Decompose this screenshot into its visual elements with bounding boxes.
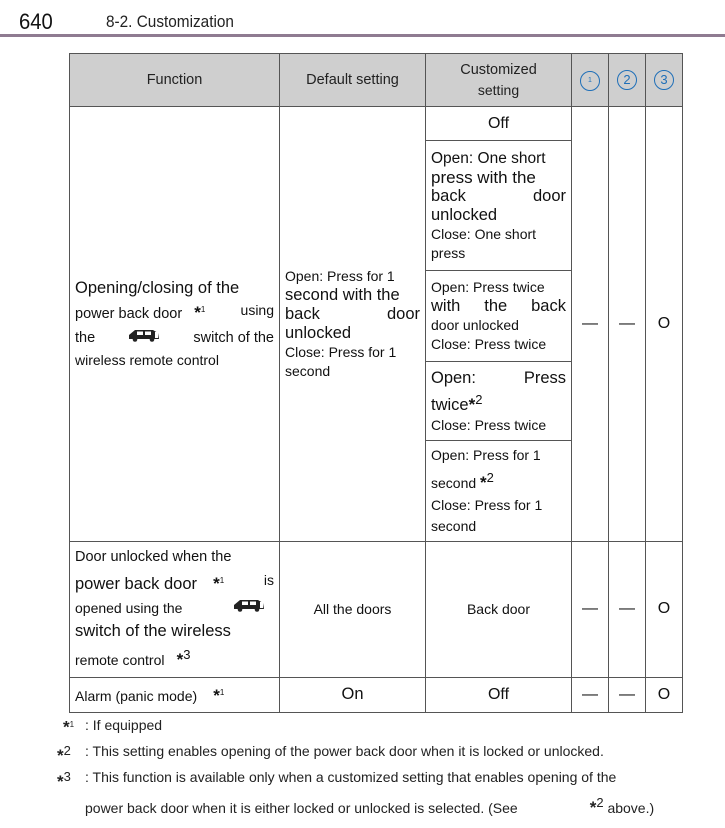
default-setting-cell: On [280, 677, 426, 712]
circled-1-icon: 1 [580, 71, 600, 91]
footnote-ref: 1 [219, 687, 225, 697]
circled-2-icon: 2 [617, 70, 637, 90]
footnote-ref: 2 [596, 795, 604, 810]
function-text: switch of the wireless [75, 621, 231, 640]
function-text: Opening/closing of the [75, 279, 240, 298]
customized-setting-cell: Off [426, 677, 572, 712]
header-rule [0, 34, 725, 37]
function-text: wireless remote control [75, 351, 219, 368]
customized-option-one-short-press [426, 141, 572, 271]
method-2-mark: — [609, 107, 646, 542]
function-text: switch of the [193, 329, 274, 346]
customized-text: twice [431, 396, 469, 414]
customized-text: Close: One short [431, 225, 537, 242]
header-method-3 [646, 54, 683, 107]
footnote-1 [57, 712, 687, 738]
function-text: Alarm (panic mode) [75, 687, 198, 704]
footnote-key: 2 [63, 743, 71, 758]
function-text: opened using the [75, 599, 183, 616]
footnote-ref: 1 [219, 576, 225, 585]
footnote-star-icon: * [57, 746, 64, 765]
page-number: 640 [19, 9, 53, 34]
footnote-star-icon: * [57, 772, 64, 791]
function-cell [70, 107, 280, 542]
customized-option-press-twice [426, 362, 572, 441]
table-header-row [70, 54, 683, 107]
customized-text: Close: Press twice [431, 417, 547, 433]
method-3-mark: O [646, 677, 683, 712]
car-back-door-switch-icon [232, 597, 266, 611]
footnote-text: : This function is available only when a customized setting that enables opening of the [85, 769, 617, 785]
default-text: second with the [285, 286, 400, 304]
footnote-star-icon: * [63, 717, 70, 737]
table-row [70, 107, 683, 141]
customized-text: door [532, 186, 566, 205]
header-function: Function [70, 54, 280, 107]
customized-option-off: Off [426, 107, 572, 141]
default-setting-cell: All the doors [280, 542, 426, 678]
default-text: Open: Press for 1 [285, 268, 395, 284]
footnote-star-icon: * [176, 649, 184, 669]
default-text: Close: Press for 1 [285, 344, 397, 360]
customized-text: second [431, 475, 477, 491]
method-3-mark: O [646, 107, 683, 542]
function-text: remote control [75, 651, 165, 668]
customized-text: press [431, 244, 466, 261]
method-2-mark: — [609, 677, 646, 712]
customized-text: Open: Press twice [431, 279, 545, 295]
footnote-key: 1 [69, 720, 75, 729]
method-3-mark: O [646, 542, 683, 678]
footnote-star-icon: * [480, 473, 487, 492]
page-header [0, 0, 725, 40]
circled-3-icon: 3 [654, 70, 674, 90]
function-cell [70, 542, 280, 678]
footnote-key: 3 [63, 769, 71, 784]
method-2-mark: — [609, 542, 646, 678]
default-text: back [285, 305, 320, 323]
footnote-text: : If equipped [85, 717, 163, 733]
default-text: door [386, 305, 420, 323]
footnote-text: power back door when it is either locked or unlocked is selected. (See [85, 800, 518, 816]
section-title: 8-2. Customization [106, 13, 234, 31]
table-row [70, 542, 683, 678]
customized-text: Open: Press for 1 [431, 447, 541, 463]
method-1-mark: — [572, 677, 609, 712]
function-text: is [263, 572, 274, 588]
function-text: the [75, 329, 96, 346]
function-text: power back door [75, 305, 183, 322]
header-customized-setting [426, 54, 572, 107]
customized-text: door unlocked [431, 317, 519, 333]
footnote-star-icon: * [194, 302, 201, 322]
customized-text: back [431, 186, 466, 205]
footnote-text: : This setting enables opening of the power back door when it is locked or unlocked. [85, 743, 604, 759]
customized-text: with [431, 297, 461, 315]
customized-text: Close: Press twice [431, 336, 547, 352]
customized-text: Close: Press for 1 [431, 497, 543, 513]
car-back-door-switch-icon [127, 327, 161, 341]
customized-text: unlocked [431, 205, 498, 224]
method-1-mark: — [572, 107, 609, 542]
function-text: power back door [75, 574, 197, 593]
customized-text: second [431, 518, 477, 534]
footnote-star-icon: * [589, 798, 597, 817]
footnote-text: above.) [607, 800, 655, 816]
footnote-2 [57, 738, 687, 764]
function-text: using [240, 302, 274, 319]
footnotes [57, 712, 687, 821]
method-1-mark: — [572, 542, 609, 678]
footnote-ref: 2 [475, 392, 483, 407]
customization-table [69, 53, 683, 713]
function-cell [70, 677, 280, 712]
footnote-ref: 3 [183, 646, 191, 662]
customized-option-press-1-second [426, 441, 572, 542]
customized-text: Open: One short [431, 149, 546, 167]
customized-text: the [484, 297, 508, 315]
customized-setting-cell: Back door [426, 542, 572, 678]
function-text: Door unlocked when the [75, 549, 232, 565]
header-method-2 [609, 54, 646, 107]
footnote-star-icon: * [468, 395, 476, 414]
header-customized-line2: setting [477, 82, 520, 98]
header-method-1 [572, 54, 609, 107]
header-default-setting: Default setting [280, 54, 426, 107]
footnote-star-icon: * [213, 573, 220, 593]
default-setting-cell [280, 107, 426, 542]
customized-text: Press [523, 369, 566, 387]
customized-text: back [531, 297, 566, 315]
footnote-ref: 1 [200, 305, 206, 315]
footnote-star-icon: * [213, 685, 220, 705]
customized-text: press with the [431, 167, 536, 187]
customized-text: Open: [431, 369, 476, 387]
customized-option-press-twice-unlocked [426, 271, 572, 362]
footnote-ref: 2 [486, 470, 494, 485]
footnote-3 [57, 764, 687, 821]
header-customized-line1: Customized [460, 62, 537, 78]
default-text: unlocked [285, 324, 352, 342]
table-row [70, 677, 683, 712]
default-text: second [285, 363, 331, 379]
